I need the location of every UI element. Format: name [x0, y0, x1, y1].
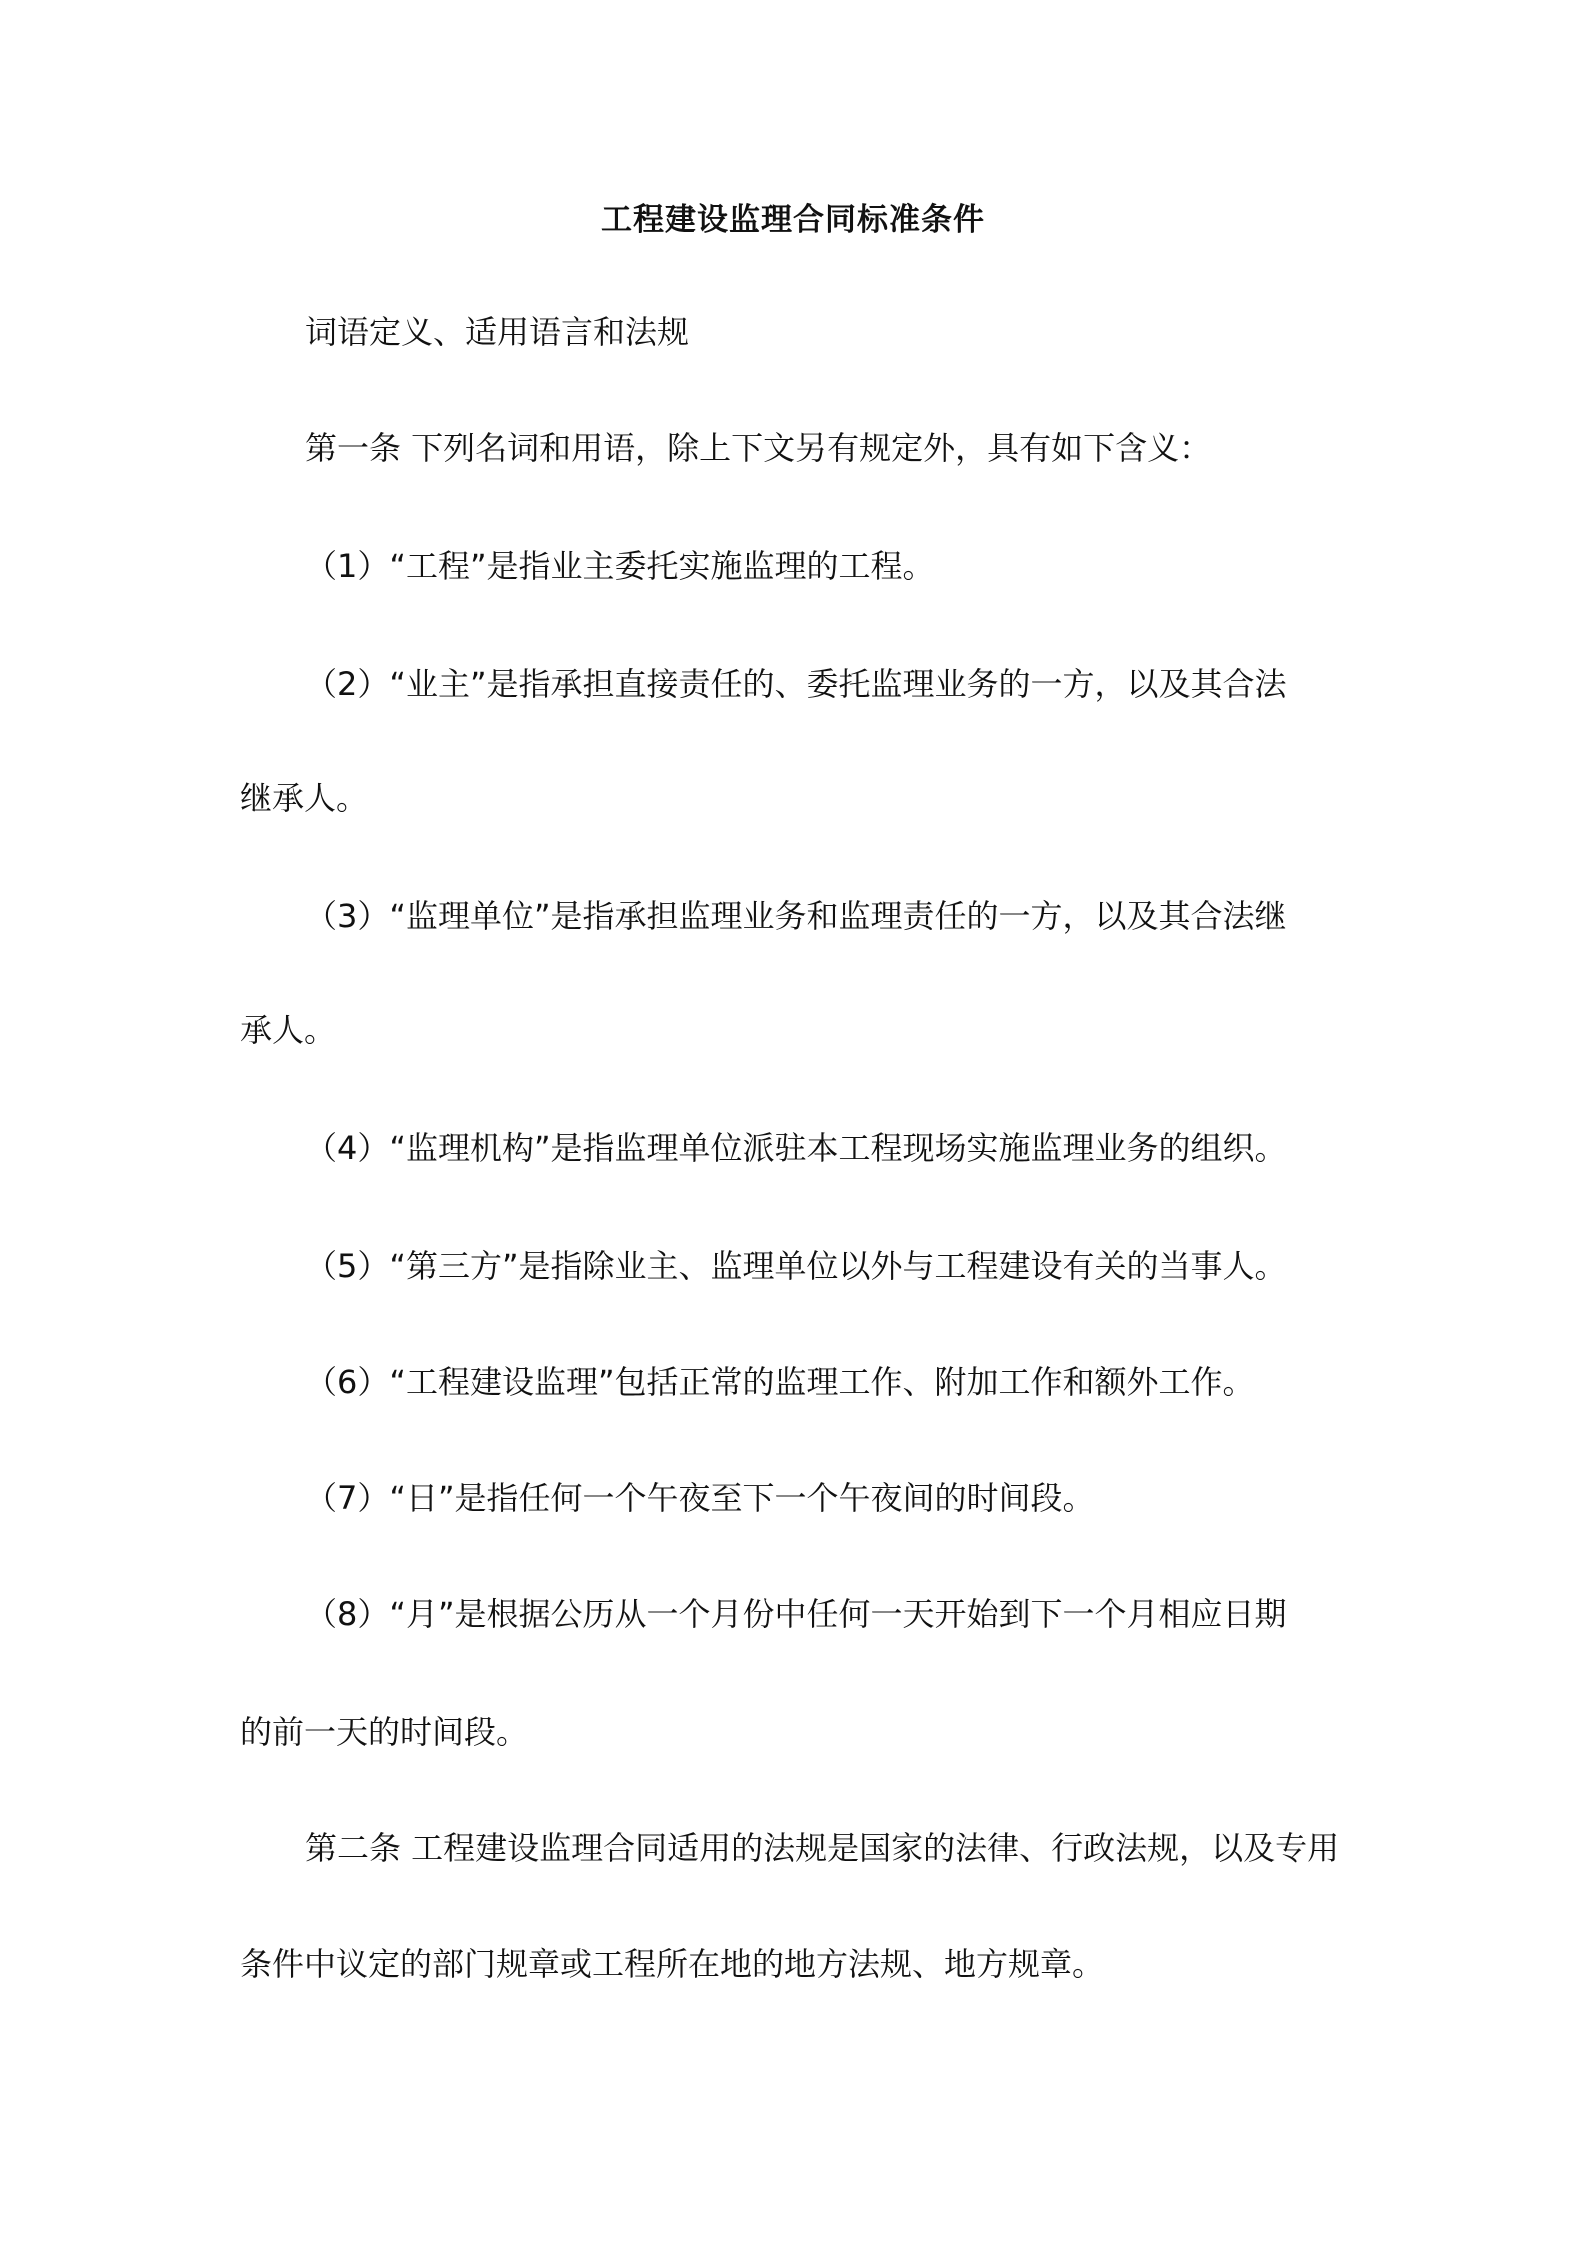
definition-2-continued: 继承人。	[240, 779, 369, 817]
definition-4: （4）“监理机构”是指监理单位派驻本工程现场实施监理业务的组织。	[305, 1129, 1287, 1167]
definition-3-continued: 承人。	[240, 1011, 337, 1049]
document-title: 工程建设监理合同标准条件	[601, 202, 985, 238]
definition-8-continued: 的前一天的时间段。	[240, 1713, 529, 1751]
definition-1: （1）“工程”是指业主委托实施监理的工程。	[305, 547, 935, 585]
definition-3: （3）“监理单位”是指承担监理业务和监理责任的一方，以及其合法继	[305, 897, 1287, 935]
definition-6: （6）“工程建设监理”包括正常的监理工作、附加工作和额外工作。	[305, 1363, 1255, 1401]
article-2: 第二条 工程建设监理合同适用的法规是国家的法律、行政法规，以及专用	[305, 1829, 1340, 1867]
article-1-intro: 第一条 下列名词和用语，除上下文另有规定外，具有如下含义：	[305, 429, 1212, 467]
definition-5: （5）“第三方”是指除业主、监理单位以外与工程建设有关的当事人。	[305, 1247, 1287, 1285]
definition-7: （7）“日”是指任何一个午夜至下一个午夜间的时间段。	[305, 1479, 1095, 1517]
section-heading: 词语定义、适用语言和法规	[305, 313, 690, 351]
definition-2: （2）“业主”是指承担直接责任的、委托监理业务的一方，以及其合法	[305, 665, 1287, 703]
definition-8: （8）“月”是根据公历从一个月份中任何一天开始到下一个月相应日期	[305, 1595, 1287, 1633]
article-2-continued: 条件中议定的部门规章或工程所在地的地方法规、地方规章。	[240, 1945, 1105, 1983]
